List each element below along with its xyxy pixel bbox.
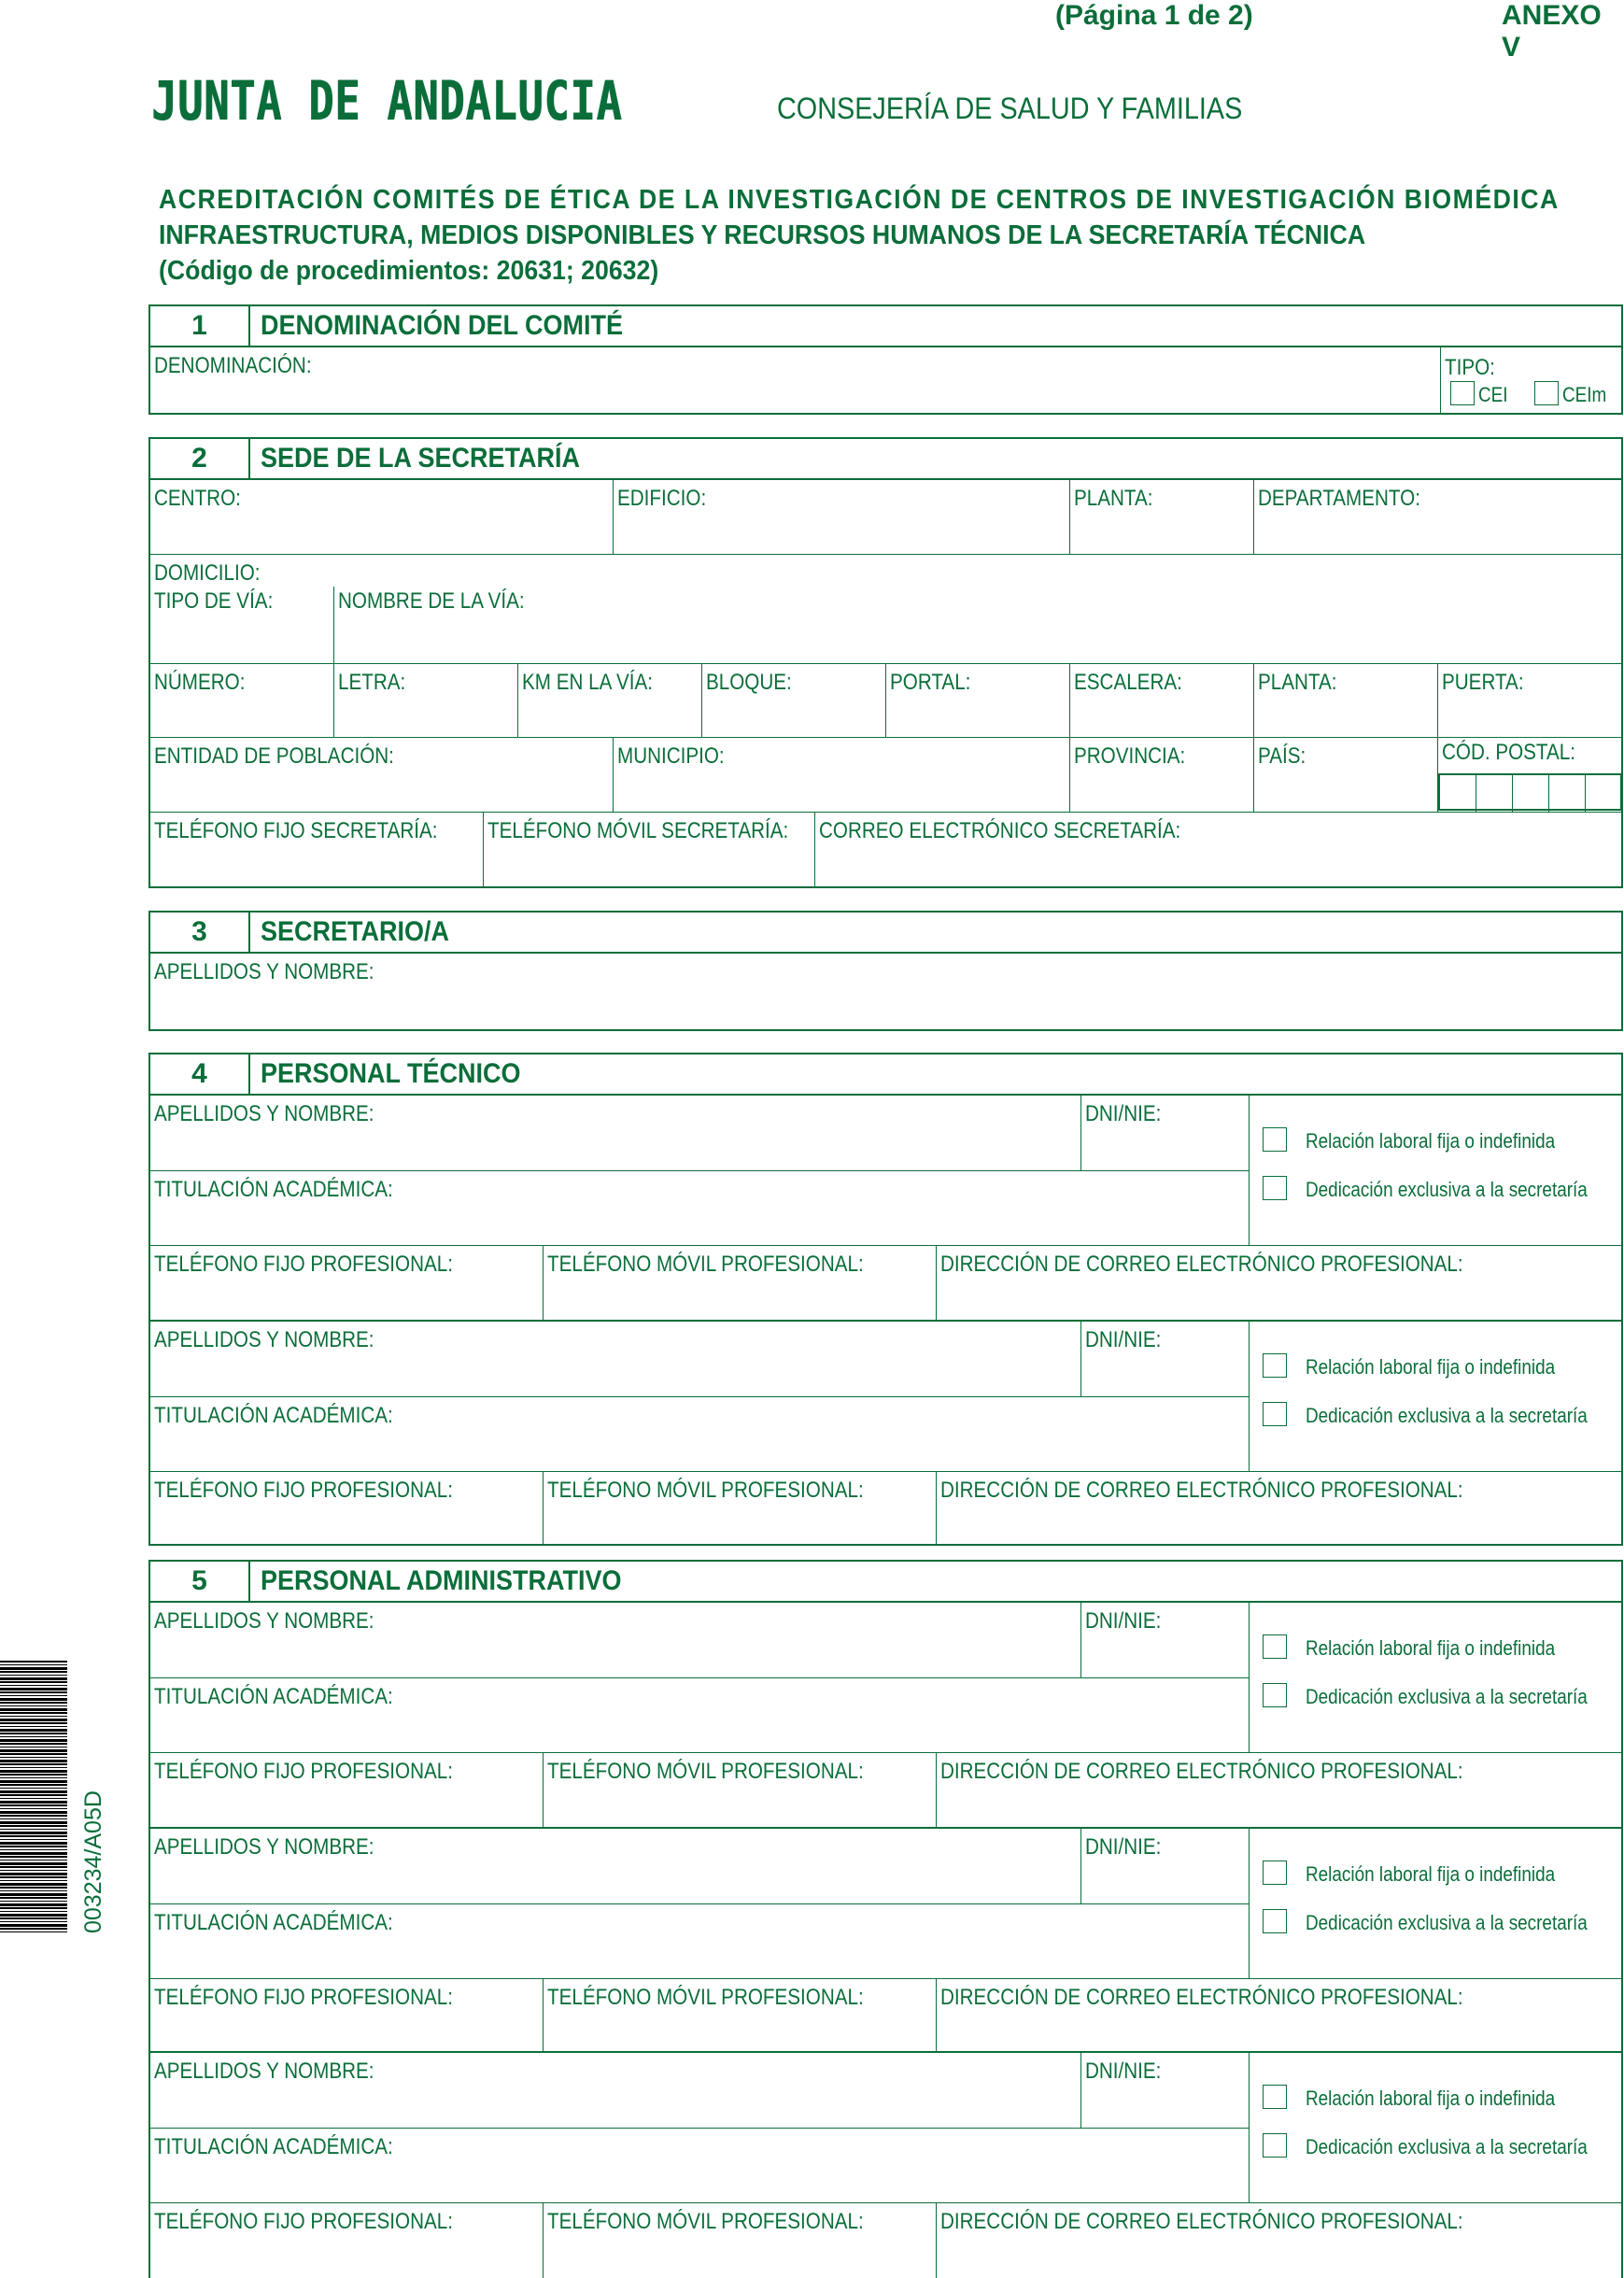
dni-field[interactable] (1080, 2053, 1249, 2128)
section-number: 1 (150, 306, 250, 346)
correo-field[interactable] (936, 1752, 1621, 1827)
field-label: TELÉFONO FIJO PROFESIONAL: (154, 1252, 453, 1277)
numero-field[interactable] (150, 663, 333, 737)
field-label: EDIFICIO: (617, 486, 707, 511)
tipo-field (1440, 347, 1621, 413)
form-title-line1: ACREDITACIÓN COMITÉS DE ÉTICA DE LA INVESTIGACIÓN DE CENTROS DE INVESTIGACIÓN BIOMÉDICA (159, 185, 1560, 215)
apellidos-field[interactable] (150, 1322, 1080, 1396)
field-label: ENTIDAD DE POBLACIÓN: (154, 743, 394, 769)
relacion-label: Relación laboral fija o indefinida (1306, 1862, 1556, 1886)
correo-field[interactable] (936, 1471, 1621, 1544)
domicilio-label: DOMICILIO: (154, 560, 261, 586)
options-area (1249, 1322, 1621, 1471)
cp-field (1437, 737, 1621, 812)
person-block (150, 1827, 1621, 2051)
cei-label: CEI (1478, 383, 1508, 406)
field-label: TELÉFONO MÓVIL PROFESIONAL: (547, 1759, 864, 1784)
correo-field[interactable] (936, 1245, 1621, 1320)
apellidos-field[interactable] (150, 1096, 1080, 1170)
section-header (150, 306, 1621, 347)
dedicacion-checkbox[interactable] (1263, 1176, 1287, 1200)
field-label: TELÉFONO FIJO PROFESIONAL: (154, 2209, 453, 2234)
escalera-field[interactable] (1069, 663, 1253, 737)
dedicacion-label: Dedicación exclusiva a la secretaría (1306, 2135, 1588, 2158)
section-3 (148, 911, 1623, 1031)
relacion-checkbox[interactable] (1263, 1634, 1287, 1659)
field-label: PAÍS: (1258, 743, 1306, 769)
titulacion-field[interactable] (150, 1170, 1249, 1245)
municipio-field[interactable] (613, 737, 1069, 812)
planta2-field[interactable] (1253, 663, 1437, 737)
section-number: 2 (150, 439, 250, 478)
field-label: DNI/NIE: (1085, 2059, 1162, 2084)
field-label: TELÉFONO MÓVIL SECRETARÍA: (487, 818, 789, 843)
person-block (150, 1320, 1621, 1544)
relacion-checkbox[interactable] (1263, 2085, 1287, 2109)
dni-field[interactable] (1080, 1603, 1249, 1677)
field-label: DIRECCIÓN DE CORREO ELECTRÓNICO PROFESIONAL: (940, 1478, 1463, 1503)
section-header (150, 1562, 1621, 1603)
field-label: TITULACIÓN ACADÉMICA: (154, 1910, 393, 1935)
field-label: KM EN LA VÍA: (522, 670, 653, 695)
options-area (1249, 1096, 1621, 1245)
letra-field[interactable] (333, 663, 517, 737)
field-label: MUNICIPIO: (617, 743, 725, 769)
field-label: DIRECCIÓN DE CORREO ELECTRÓNICO PROFESIONAL: (940, 2209, 1463, 2234)
section-4 (148, 1053, 1623, 1546)
field-label: APELLIDOS Y NOMBRE: (154, 1834, 374, 1860)
section-5 (148, 1560, 1623, 2278)
options-area (1249, 1603, 1621, 1752)
field-label: DEPARTAMENTO: (1258, 486, 1420, 511)
dedicacion-checkbox[interactable] (1263, 1909, 1287, 1933)
field-label: DIRECCIÓN DE CORREO ELECTRÓNICO PROFESIONAL: (940, 1759, 1463, 1784)
nombre-via-field[interactable] (333, 587, 1621, 664)
field-label: BLOQUE: (706, 670, 792, 695)
km-field[interactable] (517, 663, 701, 737)
field-label: TITULACIÓN ACADÉMICA: (154, 1403, 393, 1428)
field-label: TIPO: (1445, 355, 1495, 380)
relacion-label: Relación laboral fija o indefinida (1306, 1636, 1556, 1660)
field-label: APELLIDOS Y NOMBRE: (154, 1608, 374, 1634)
relacion-checkbox[interactable] (1263, 1127, 1287, 1152)
section-number: 5 (150, 1562, 250, 1601)
relacion-label: Relación laboral fija o indefinida (1306, 1129, 1556, 1153)
tel-fijo-field[interactable] (150, 1978, 543, 2053)
dedicacion-checkbox[interactable] (1263, 2133, 1287, 2158)
tel-movil-field[interactable] (543, 2202, 936, 2278)
section-number: 4 (150, 1054, 250, 1094)
section-header (150, 913, 1621, 954)
relacion-label: Relación laboral fija o indefinida (1306, 1355, 1556, 1379)
barcode-code: 003234/A05D (80, 1790, 106, 1933)
planta-field[interactable] (1069, 480, 1253, 554)
field-label: APELLIDOS Y NOMBRE: (154, 2059, 374, 2084)
tel-fijo-field[interactable] (150, 2202, 543, 2278)
field-label: TIPO DE VÍA: (154, 588, 274, 614)
barcode (0, 1661, 67, 1933)
field-label: PLANTA: (1258, 670, 1337, 695)
cp-digit-box[interactable] (1585, 775, 1621, 813)
dedicacion-label: Dedicación exclusiva a la secretaría (1306, 1178, 1588, 1201)
consejeria-name: CONSEJERÍA DE SALUD Y FAMILIAS (777, 92, 1243, 125)
field-label: LETRA: (338, 670, 406, 695)
tel-fijo-field[interactable] (150, 1752, 543, 1827)
section-1 (148, 304, 1623, 415)
apellidos-field[interactable] (150, 1829, 1080, 1903)
field-label: APELLIDOS Y NOMBRE: (154, 1327, 374, 1352)
titulacion-field[interactable] (150, 1903, 1249, 1978)
form-title-line2: INFRAESTRUCTURA, MEDIOS DISPONIBLES Y RECURSOS HUMANOS DE LA SECRETARÍA TÉCNICA (159, 220, 1366, 250)
page-indicator: (Página 1 de 2) (1055, 0, 1253, 31)
denominacion-field[interactable] (150, 347, 1440, 413)
person-block (150, 2051, 1621, 2276)
entidad-field[interactable] (150, 737, 613, 812)
field-label: NOMBRE DE LA VÍA: (338, 588, 525, 614)
field-label: APELLIDOS Y NOMBRE: (154, 1101, 374, 1126)
field-label: NÚMERO: (154, 670, 246, 695)
correo-secretaria-field[interactable] (814, 812, 1621, 886)
correo-field[interactable] (936, 1978, 1621, 2053)
cei-checkbox[interactable] (1450, 381, 1475, 405)
tel-movil-secretaria-field[interactable] (483, 812, 814, 886)
field-label: TELÉFONO MÓVIL PROFESIONAL: (547, 1252, 864, 1277)
cp-digit-box[interactable] (1512, 775, 1548, 813)
section-header (150, 1054, 1621, 1096)
field-label: TITULACIÓN ACADÉMICA: (154, 1177, 393, 1202)
tipo-via-field[interactable] (150, 587, 333, 664)
tel-movil-field[interactable] (543, 1471, 936, 1544)
section-title: SECRETARIO/A (261, 916, 450, 947)
bloque-field[interactable] (701, 663, 885, 737)
person-block (150, 1603, 1621, 1827)
tel-fijo-field[interactable] (150, 1471, 543, 1544)
tel-movil-field[interactable] (543, 1978, 936, 2053)
provincia-field[interactable] (1069, 737, 1253, 812)
field-label: TELÉFONO MÓVIL PROFESIONAL: (547, 1985, 864, 2010)
field-label: CÓD. POSTAL: (1442, 740, 1575, 765)
field-label: DNI/NIE: (1085, 1608, 1162, 1634)
field-label: TELÉFONO FIJO SECRETARÍA: (154, 818, 438, 843)
dedicacion-checkbox[interactable] (1263, 1402, 1287, 1426)
options-area (1249, 1829, 1621, 1978)
section-title: PERSONAL ADMINISTRATIVO (261, 1565, 622, 1596)
field-label: PORTAL: (890, 670, 971, 695)
correo-field[interactable] (936, 2202, 1621, 2278)
portal-field[interactable] (885, 663, 1069, 737)
field-label: DIRECCIÓN DE CORREO ELECTRÓNICO PROFESIONAL: (940, 1985, 1463, 2010)
field-label: DNI/NIE: (1085, 1834, 1162, 1860)
section-title: PERSONAL TÉCNICO (261, 1058, 521, 1089)
dni-field[interactable] (1080, 1829, 1249, 1903)
cp-boxes (1438, 773, 1622, 811)
tel-fijo-secretaria-field[interactable] (150, 812, 483, 886)
dni-field[interactable] (1080, 1322, 1249, 1396)
section-title: SEDE DE LA SECRETARÍA (261, 443, 581, 474)
tel-movil-field[interactable] (543, 1752, 936, 1827)
relacion-label: Relación laboral fija o indefinida (1306, 2087, 1556, 2110)
cp-digit-box[interactable] (1548, 775, 1585, 813)
field-label: DNI/NIE: (1085, 1327, 1162, 1352)
field-label: ESCALERA: (1074, 670, 1182, 695)
field-label: CORREO ELECTRÓNICO SECRETARÍA: (819, 818, 1181, 843)
ceim-checkbox[interactable] (1534, 381, 1559, 405)
annex-label: ANEXO V (1502, 0, 1602, 63)
titulacion-field[interactable] (150, 1396, 1249, 1471)
apellidos-field[interactable] (150, 2053, 1080, 2128)
field-label: DNI/NIE: (1085, 1101, 1162, 1126)
field-label: TELÉFONO FIJO PROFESIONAL: (154, 1985, 453, 2010)
field-label: TITULACIÓN ACADÉMICA: (154, 1684, 393, 1709)
domicilio-group (150, 554, 1621, 663)
field-label: APELLIDOS Y NOMBRE: (154, 959, 374, 984)
person-block (150, 1096, 1621, 1320)
dedicacion-label: Dedicación exclusiva a la secretaría (1306, 1911, 1588, 1934)
field-label: PLANTA: (1074, 486, 1153, 511)
dedicacion-label: Dedicación exclusiva a la secretaría (1306, 1404, 1588, 1427)
field-label: CENTRO: (154, 486, 241, 511)
form-title-code: (Código de procedimientos: 20631; 20632) (159, 256, 659, 286)
cp-digit-box[interactable] (1439, 775, 1476, 813)
tel-movil-field[interactable] (543, 1245, 936, 1320)
dedicacion-checkbox[interactable] (1263, 1683, 1287, 1707)
options-area (1249, 2053, 1621, 2202)
section-header (150, 439, 1621, 480)
tel-fijo-field[interactable] (150, 1245, 543, 1320)
relacion-checkbox[interactable] (1263, 1353, 1287, 1378)
field-label: PUERTA: (1442, 670, 1524, 695)
departamento-field[interactable] (1253, 480, 1621, 554)
pais-field[interactable] (1253, 737, 1437, 812)
field-label: TELÉFONO FIJO PROFESIONAL: (154, 1478, 453, 1503)
field-label: DENOMINACIÓN: (154, 353, 312, 378)
section-2 (148, 437, 1623, 888)
centro-field[interactable] (150, 480, 613, 554)
apellidos-field[interactable] (150, 1603, 1080, 1677)
junta-logo: JUNTA DE ANDALUCIA (151, 69, 623, 133)
field-label: TELÉFONO FIJO PROFESIONAL: (154, 1759, 453, 1784)
cp-digit-box[interactable] (1476, 775, 1512, 813)
puerta-field[interactable] (1437, 663, 1621, 737)
secretario-nombre-field[interactable] (150, 954, 1621, 1029)
field-label: PROVINCIA: (1074, 743, 1186, 769)
ceim-label: CEIm (1562, 383, 1607, 406)
field-label: TITULACIÓN ACADÉMICA: (154, 2134, 393, 2159)
titulacion-field[interactable] (150, 1677, 1249, 1752)
field-label: TELÉFONO MÓVIL PROFESIONAL: (547, 1478, 864, 1503)
section-title: DENOMINACIÓN DEL COMITÉ (261, 310, 624, 341)
dedicacion-label: Dedicación exclusiva a la secretaría (1306, 1685, 1588, 1708)
dni-field[interactable] (1080, 1096, 1249, 1170)
relacion-checkbox[interactable] (1263, 1861, 1287, 1885)
edificio-field[interactable] (613, 480, 1069, 554)
section-number: 3 (150, 913, 250, 952)
field-label: DIRECCIÓN DE CORREO ELECTRÓNICO PROFESIONAL: (940, 1252, 1463, 1277)
field-label: TELÉFONO MÓVIL PROFESIONAL: (547, 2209, 864, 2234)
titulacion-field[interactable] (150, 2128, 1249, 2202)
